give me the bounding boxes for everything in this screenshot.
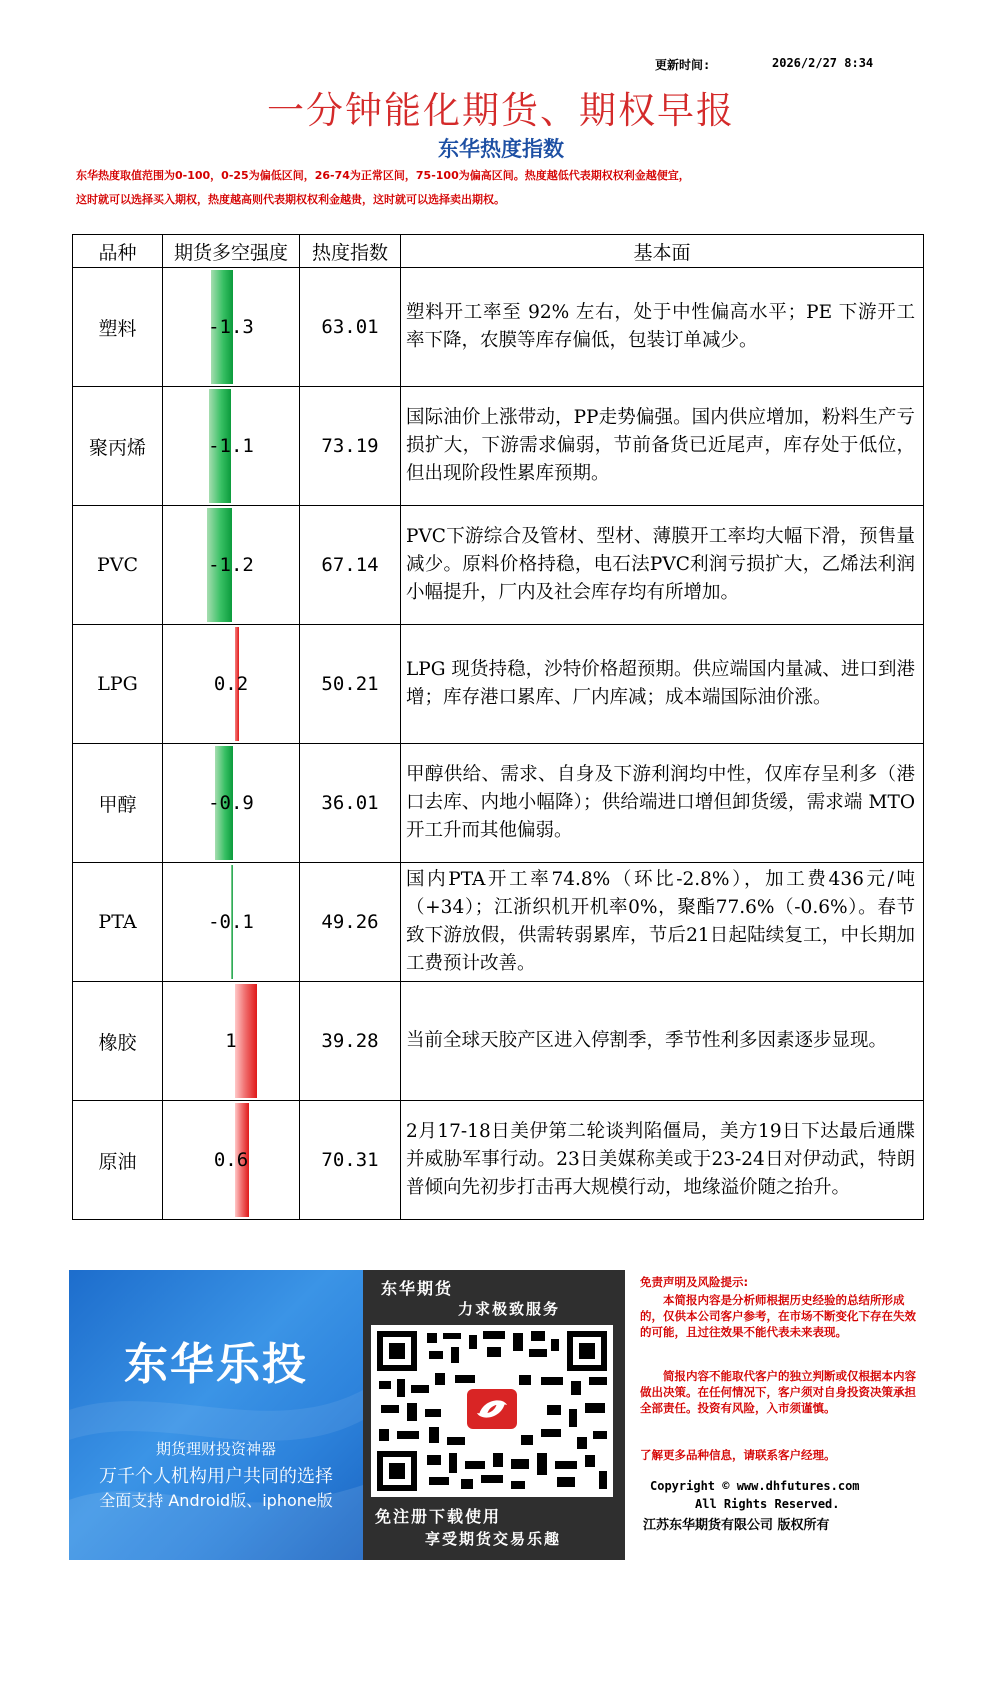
promo-background-waves: [69, 1270, 363, 1560]
qr-code-icon: [371, 1325, 613, 1497]
table-row: [73, 1101, 924, 1220]
fundamentals-text: 国际油价上涨带动，PP走势偏强。国内供应增加，粉料生产亏损扩大，下游需求偏弱，节前备货已近尾声，库存处于低位，但出现阶段性累库预期。: [401, 387, 924, 506]
table-row: [73, 982, 924, 1101]
qr-motto: 力求极致服务: [458, 1300, 561, 1318]
update-time-value: 2026/2/27 8:34: [772, 56, 874, 70]
strength-cell: [163, 744, 300, 863]
promo-banner[interactable]: [69, 1270, 363, 1560]
disclaimer-title: 免责声明及风险提示:: [640, 1275, 749, 1289]
fundamentals-text: 国内PTA开工率74.8%（环比-2.8%），加工费436元/吨（+34）；江浙织机开机率0%，聚酯77.6%（-0.6%）。春节致下游放假，供需转弱累库，节后21日起陆续复工，中长期加工费预计改善。: [401, 863, 924, 982]
heat-index: 39.28: [300, 982, 401, 1101]
update-time-label: 更新时间:: [655, 58, 711, 72]
strength-value: 0.6: [213, 1149, 249, 1171]
strength-cell: [163, 982, 300, 1101]
company-line: 江苏东华期货有限公司 版权所有: [643, 1518, 830, 1533]
copyright-line[interactable]: Copyright © www.dhfutures.com: [650, 1479, 860, 1493]
page-subtitle: 东华热度指数: [438, 136, 564, 161]
heat-note-line-2: 这时就可以选择买入期权，热度越高则代表期权权利金越贵，这时就可以选择卖出期权。: [76, 193, 505, 206]
promo-tagline: 期货理财投资神器: [155, 1440, 276, 1458]
qr-panel: [363, 1270, 625, 1560]
fundamentals-text: 当前全球天胶产区进入停割季，季节性利多因素逐步显现。: [401, 982, 924, 1101]
disclaimer-paragraph-2: 简报内容不能取代客户的独立判断或仅根据本内容做出决策。在任何情况下，客户须对自身投资决策承担全部责任。投资有风险，入市须谨慎。: [640, 1369, 916, 1415]
table-row: [73, 268, 924, 387]
heat-index: 50.21: [300, 625, 401, 744]
table-row: [73, 863, 924, 982]
header-strength: 期货多空强度: [163, 235, 300, 268]
header-variety: 品种: [73, 235, 163, 268]
heat-index: 49.26: [300, 863, 401, 982]
strength-cell: [163, 863, 300, 982]
disclaimer-paragraph-1: 本简报内容是分析师根据历史经验的总结所形成的，仅供本公司客户参考，在市场不断变化下存在失效的可能，且过往效果不能代表未来表现。: [640, 1293, 916, 1339]
variety-name: 甲醇: [73, 744, 163, 863]
heat-index: 73.19: [300, 387, 401, 506]
promo-platforms: 全面支持 Android版、iphone版: [99, 1491, 333, 1510]
variety-name: PTA: [73, 863, 163, 982]
fundamentals-text: LPG 现货持稳，沙特价格超预期。供应端国内量减、进口到港增；库存港口累库、厂内库减；成本端国际油价涨。: [401, 625, 924, 744]
strength-value: -1.3: [208, 316, 254, 338]
table-row: [73, 625, 924, 744]
strength-cell: [163, 506, 300, 625]
fundamentals-text: PVC下游综合及管材、型材、薄膜开工率均大幅下滑，预售量减少。原料价格持稳，电石法PVC利润亏损扩大，乙烯法利润小幅提升，厂内及社会库存均有所增加。: [401, 506, 924, 625]
variety-name: 橡胶: [73, 982, 163, 1101]
variety-name: 原油: [73, 1101, 163, 1220]
strength-cell: [163, 268, 300, 387]
header-fundamentals: 基本面: [401, 235, 924, 268]
strength-value: -1.2: [208, 554, 254, 576]
rights-line: All Rights Reserved.: [695, 1497, 840, 1511]
report-table: [72, 234, 924, 1220]
table-header-row: [73, 235, 924, 268]
strength-cell: [163, 387, 300, 506]
contact-note: 了解更多品种信息，请联系客户经理。: [640, 1448, 836, 1462]
qr-brand: 东华期货: [381, 1279, 454, 1298]
variety-name: 聚丙烯: [73, 387, 163, 506]
fundamentals-text: 甲醇供给、需求、自身及下游利润均中性，仅库存呈利多（港口去库、内地小幅降）；供给端进口增但卸货缓，需求端 MTO 开工升而其他偏弱。: [401, 744, 924, 863]
strength-value: -0.9: [208, 792, 254, 814]
table-row: [73, 387, 924, 506]
heat-note-line-1: 东华热度取值范围为0-100，0-25为偏低区间，26-74为正常区间，75-100为偏高区间。热度越低代表期权权利金越便宜，: [76, 169, 690, 182]
header-heat: 热度指数: [300, 235, 401, 268]
page-title: 一分钟能化期货、期权早报: [267, 89, 735, 132]
variety-name: PVC: [73, 506, 163, 625]
strength-value: 1: [225, 1030, 237, 1052]
fundamentals-text: 塑料开工率至 92% 左右，处于中性偏高水平；PE 下游开工率下降，农膜等库存偏低，包装订单减少。: [401, 268, 924, 387]
heat-index: 36.01: [300, 744, 401, 863]
qr-code[interactable]: [371, 1325, 613, 1497]
strength-cell: [163, 1101, 300, 1220]
qr-cta-sub: 享受期货交易乐趣: [425, 1530, 562, 1548]
promo-slogan: 万千个人机构用户共同的选择: [99, 1466, 333, 1487]
heat-index: 67.14: [300, 506, 401, 625]
strength-cell: [163, 625, 300, 744]
heat-index: 63.01: [300, 268, 401, 387]
promo-title: 东华乐投: [124, 1339, 308, 1390]
table-row: [73, 506, 924, 625]
heat-index: 70.31: [300, 1101, 401, 1220]
variety-name: LPG: [73, 625, 163, 744]
strength-value: 0.2: [213, 673, 249, 695]
table-row: [73, 744, 924, 863]
strength-value: -1.1: [208, 435, 254, 457]
variety-name: 塑料: [73, 268, 163, 387]
fundamentals-text: 2月17-18日美伊第二轮谈判陷僵局，美方19日下达最后通牒并威胁军事行动。23日美媒称美或于23-24日对伊动武，特朗普倾向先初步打击再大规模行动，地缘溢价随之抬升。: [401, 1101, 924, 1220]
qr-cta: 免注册下载使用: [375, 1507, 502, 1526]
strength-value: -0.1: [208, 911, 254, 933]
